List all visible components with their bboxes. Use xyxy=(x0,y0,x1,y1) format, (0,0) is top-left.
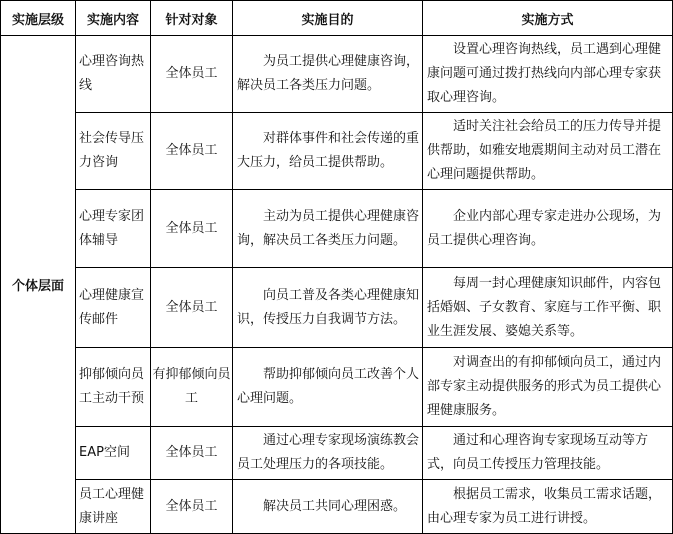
purpose-cell: 帮助抑郁倾向员工改善个人心理问题。 xyxy=(233,348,423,427)
header-row xyxy=(1,1,673,36)
method-cell: 根据员工需求，收集员工需求话题，由心理专家为员工进行讲授。 xyxy=(423,480,673,534)
table-row xyxy=(1,268,673,348)
table-row xyxy=(1,36,673,113)
target-cell: 有抑郁倾向员工 xyxy=(151,348,233,427)
header-content: 实施内容 xyxy=(76,1,151,36)
target-cell: 全体员工 xyxy=(151,190,233,268)
table-row xyxy=(1,348,673,427)
target-cell: 全体员工 xyxy=(151,427,233,480)
content-cell: 心理专家团体辅导 xyxy=(76,190,151,268)
table-row xyxy=(1,480,673,534)
target-cell: 全体员工 xyxy=(151,36,233,113)
purpose-cell: 主动为员工提供心理健康咨询，解决员工各类压力问题。 xyxy=(233,190,423,268)
header-target: 针对对象 xyxy=(151,1,233,36)
purpose-cell: 解决员工共同心理困惑。 xyxy=(233,480,423,534)
content-cell: 社会传导压力咨询 xyxy=(76,113,151,190)
level-cell: 个体层面 xyxy=(1,36,76,534)
table-row xyxy=(1,427,673,480)
method-cell: 每周一封心理健康知识邮件，内容包括婚姻、子女教育、家庭与工作平衡、职业生涯发展、婆媳关系等。 xyxy=(423,268,673,348)
purpose-cell: 向员工普及各类心理健康知识，传授压力自我调节方法。 xyxy=(233,268,423,348)
content-cell: 抑郁倾向员工主动干预 xyxy=(76,348,151,427)
content-cell: EAP空间 xyxy=(76,427,151,480)
purpose-cell: 为员工提供心理健康咨询，解决员工各类压力问题。 xyxy=(233,36,423,113)
header-method: 实施方式 xyxy=(423,1,673,36)
method-cell: 适时关注社会给员工的压力传导并提供帮助，如雅安地震期间主动对员工潜在心理问题提供帮助。 xyxy=(423,113,673,190)
target-cell: 全体员工 xyxy=(151,480,233,534)
target-cell: 全体员工 xyxy=(151,268,233,348)
target-cell: 全体员工 xyxy=(151,113,233,190)
header-purpose: 实施目的 xyxy=(233,1,423,36)
purpose-cell: 通过心理专家现场演练教会员工处理压力的各项技能。 xyxy=(233,427,423,480)
header-level: 实施层级 xyxy=(1,1,76,36)
content-cell: 心理健康宣传邮件 xyxy=(76,268,151,348)
method-cell: 设置心理咨询热线，员工遇到心理健康问题可通过拨打热线向内部心理专家获取心理咨询。 xyxy=(423,36,673,113)
content-cell: 员工心理健康讲座 xyxy=(76,480,151,534)
table-row xyxy=(1,190,673,268)
method-cell: 企业内部心理专家走进办公现场，为员工提供心理咨询。 xyxy=(423,190,673,268)
content-cell: 心理咨询热线 xyxy=(76,36,151,113)
method-cell: 通过和心理咨询专家现场互动等方式，向员工传授压力管理技能。 xyxy=(423,427,673,480)
purpose-cell: 对群体事件和社会传递的重大压力，给员工提供帮助。 xyxy=(233,113,423,190)
table-row xyxy=(1,113,673,190)
method-cell: 对调查出的有抑郁倾向员工，通过内部专家主动提供服务的形式为员工提供心理健康服务。 xyxy=(423,348,673,427)
